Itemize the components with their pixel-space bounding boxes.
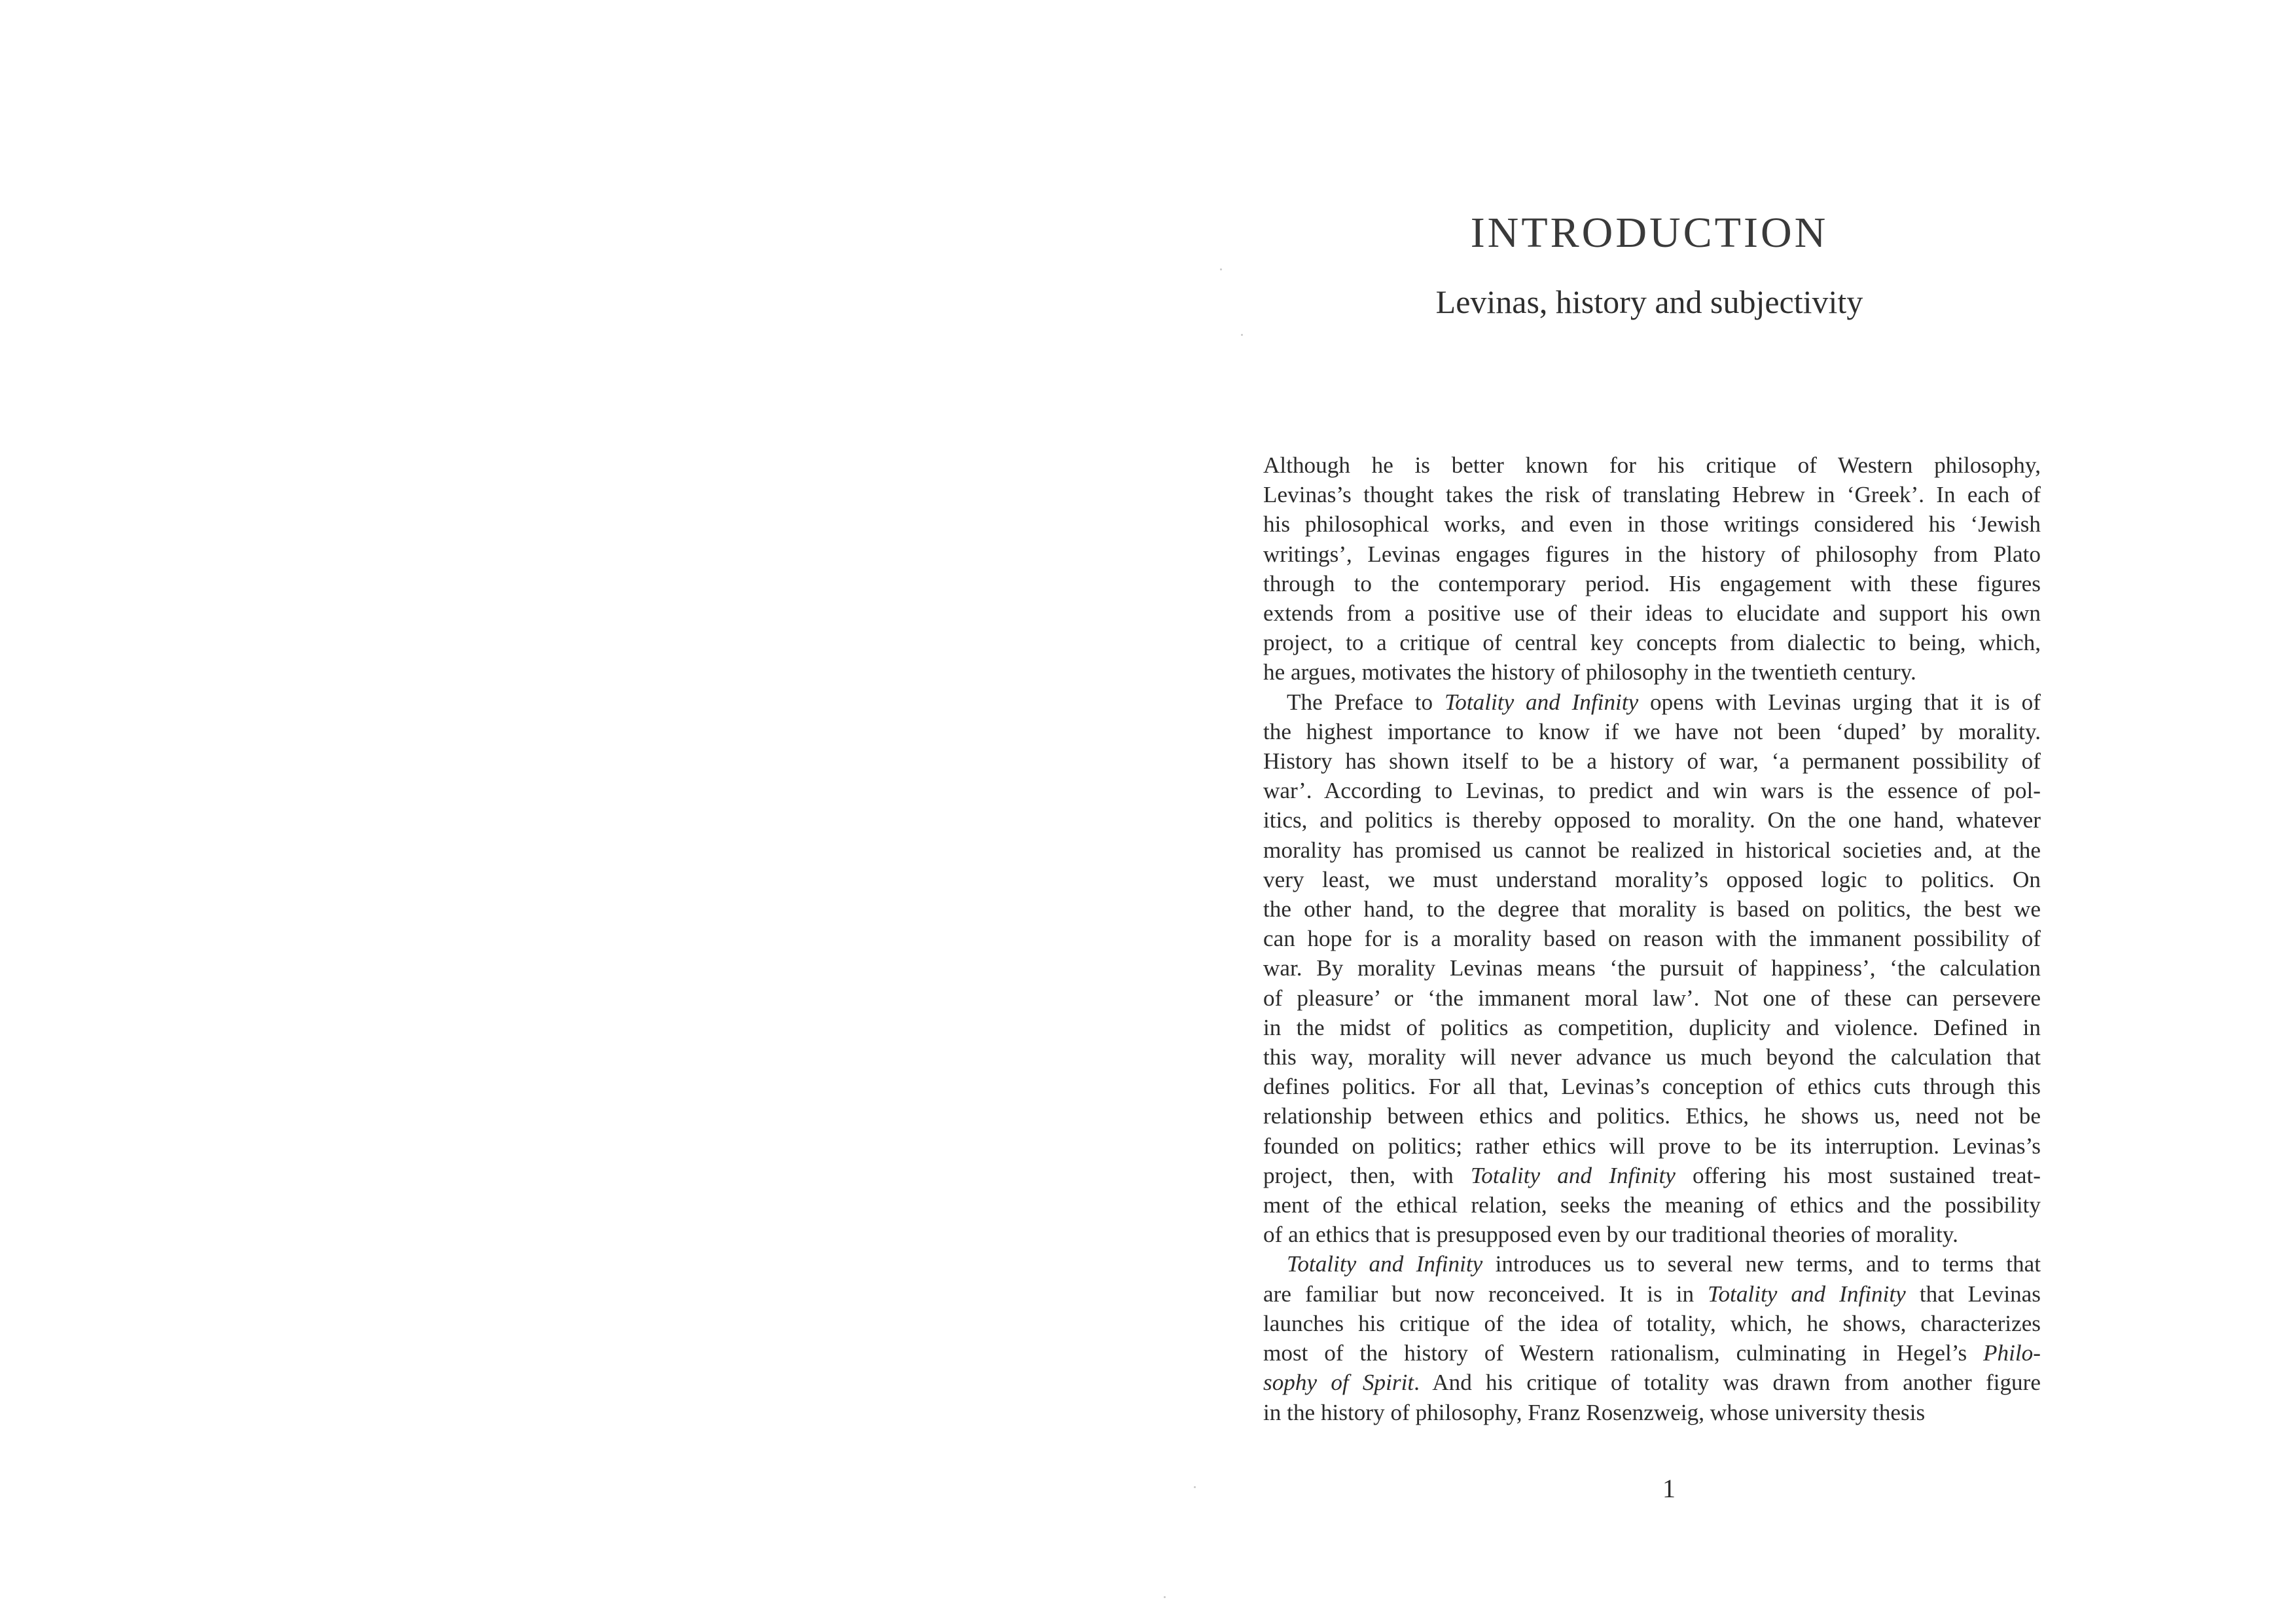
- text-line: [1263, 1131, 2041, 1161]
- chapter-subtitle: Levinas, history and subjectivity: [1435, 283, 1863, 320]
- text-run: introduces us to several new terms, and to terms that: [1482, 1251, 2041, 1277]
- italic-title: Totality and Infinity: [1470, 1162, 1676, 1188]
- text-line: [1263, 953, 2041, 983]
- text-run: founded on politics; rather ethics will prove to be its interruption. Levinas’s: [1263, 1133, 2041, 1159]
- text-run: this way, morality will never advance us much beyond the calculation that: [1263, 1044, 2041, 1070]
- text-run: itics, and politics is thereby opposed to morality. On the one hand, whatever: [1263, 807, 2041, 833]
- text-line: [1263, 1398, 2041, 1427]
- italic-title: sophy of Spirit: [1263, 1370, 1414, 1396]
- italic-title: Totality and Infinity: [1708, 1281, 1906, 1307]
- text-run: the other hand, to the degree that morality is based on politics, the best we: [1263, 896, 2041, 922]
- text-line: [1263, 983, 2041, 1013]
- body-text: [1263, 450, 2041, 1427]
- text-run: . And his critique of totality was drawn from another figure: [1414, 1370, 2041, 1396]
- text-line: [1263, 598, 2041, 628]
- text-run: the highest importance to know if we have not been ‘duped’ by morality.: [1263, 718, 2041, 744]
- text-line: [1263, 865, 2041, 894]
- text-run: History has shown itself to be a history of war, ‘a permanent possibility of: [1263, 748, 2041, 775]
- text-line: [1263, 687, 2041, 717]
- text-run: launches his critique of the idea of totality, which, he shows, characterizes: [1263, 1310, 2041, 1336]
- italic-title: Totality and Infinity: [1444, 689, 1639, 715]
- page-number: 1: [1662, 1474, 1676, 1503]
- text-run: in the history of philosophy, Franz Rosenzweig, whose university thesis: [1263, 1399, 1926, 1425]
- text-line: [1263, 539, 2041, 569]
- text-line: [1263, 1338, 2041, 1368]
- text-line: [1263, 509, 2041, 539]
- text-run: are familiar but now reconceived. It is in: [1263, 1281, 1708, 1307]
- text-run: Although he is better known for his critique of Western philosophy,: [1263, 452, 2041, 478]
- text-line: [1263, 1161, 2041, 1190]
- text-line: [1263, 1072, 2041, 1101]
- text-line: [1263, 746, 2041, 776]
- text-run: project, to a critique of central key concepts from dialectic to being, which,: [1263, 630, 2041, 656]
- text-line: [1263, 894, 2041, 924]
- text-line: [1263, 1190, 2041, 1220]
- scan-speck: [1194, 1486, 1196, 1488]
- italic-title: Totality and Infinity: [1287, 1251, 1483, 1277]
- text-run: relationship between ethics and politics. Ethics, he shows us, need not be: [1263, 1103, 2041, 1129]
- text-line: [1263, 480, 2041, 509]
- text-run: writings’, Levinas engages figures in the history of philosophy from Plato: [1263, 541, 2041, 567]
- text-line: [1263, 717, 2041, 746]
- text-run: he argues, motivates the history of philosophy in the twentieth century.: [1263, 659, 1916, 685]
- text-run: extends from a positive use of their ideas to elucidate and support his own: [1263, 600, 2041, 627]
- text-run: war. By morality Levinas means ‘the pursuit of happiness’, ‘the calculation: [1263, 955, 2041, 981]
- text-run: can hope for is a morality based on reason with the immanent possibility of: [1263, 926, 2041, 952]
- text-line: [1263, 628, 2041, 657]
- text-line: [1263, 924, 2041, 953]
- text-line: [1263, 450, 2041, 480]
- text-line: [1263, 776, 2041, 805]
- scan-speck: [1164, 1596, 1166, 1598]
- text-run: through to the contemporary period. His engagement with these figures: [1263, 570, 2041, 596]
- text-run: offering his most sustained treat-: [1675, 1162, 2041, 1188]
- text-line: [1263, 1249, 2041, 1279]
- text-line: [1263, 805, 2041, 835]
- text-line: [1263, 569, 2041, 598]
- text-run: in the midst of politics as competition, duplicity and violence. Defined in: [1263, 1014, 2041, 1040]
- text-line: [1263, 657, 2041, 687]
- text-run: that Levinas: [1905, 1281, 2041, 1307]
- text-run: Levinas’s thought takes the risk of translating Hebrew in ‘Greek’. In each of: [1263, 482, 2041, 508]
- text-line: [1263, 1013, 2041, 1042]
- text-run: of pleasure’ or ‘the immanent moral law’. Not one of these can persevere: [1263, 985, 2041, 1011]
- scan-speck: [1220, 268, 1222, 270]
- text-line: [1263, 1279, 2041, 1309]
- text-line: [1263, 1368, 2041, 1397]
- text-run: his philosophical works, and even in those writings considered his ‘Jewish: [1263, 511, 2041, 538]
- text-line: [1263, 1309, 2041, 1338]
- italic-title: Philo-: [1983, 1340, 2041, 1366]
- text-run: project, then, with: [1263, 1162, 1471, 1188]
- scan-speck: [1241, 334, 1243, 336]
- chapter-title: INTRODUCTION: [1470, 209, 1829, 257]
- text-line: [1263, 1220, 2041, 1249]
- text-run: morality has promised us cannot be realized in historical societies and, at the: [1263, 837, 2041, 863]
- text-line: [1263, 835, 2041, 865]
- text-line: [1263, 1042, 2041, 1072]
- text-run: most of the history of Western rationalism, culminating in Hegel’s: [1263, 1340, 1984, 1366]
- text-run: war’. According to Levinas, to predict and win wars is the essence of pol-: [1263, 778, 2041, 804]
- text-run: of an ethics that is presupposed even by our traditional theories of morality.: [1263, 1222, 1958, 1248]
- text-run: ment of the ethical relation, seeks the meaning of ethics and the possibility: [1263, 1192, 2041, 1218]
- text-run: opens with Levinas urging that it is of: [1638, 689, 2041, 715]
- text-run: defines politics. For all that, Levinas’s conception of ethics cuts through this: [1263, 1074, 2041, 1100]
- text-run: The Preface to: [1287, 689, 1444, 715]
- text-run: very least, we must understand morality’s opposed logic to politics. On: [1263, 866, 2041, 892]
- text-line: [1263, 1101, 2041, 1131]
